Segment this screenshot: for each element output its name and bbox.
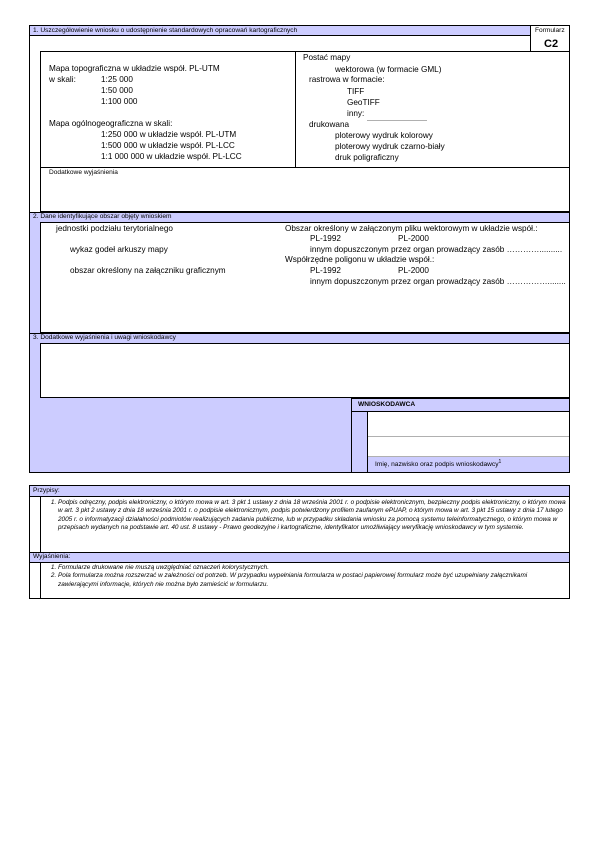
- area-territorial-units[interactable]: jednostki podziału terytorialnego: [56, 224, 173, 233]
- printed-poly[interactable]: druk poligraficzny: [335, 153, 399, 162]
- general-scale-1000000[interactable]: 1:1 000 000 w układzie współ. PL-LCC: [101, 152, 242, 161]
- wyjasnienia-header: Wyjaśnienia:: [33, 553, 71, 560]
- raster-other-field[interactable]: [367, 120, 427, 121]
- area-sheet-list[interactable]: wykaz godeł arkuszy mapy: [70, 245, 168, 254]
- format-vector[interactable]: wektorowa (w formacie GML): [335, 65, 442, 74]
- format-raster-label[interactable]: rastrowa w formacie:: [309, 75, 385, 84]
- printed-color[interactable]: ploterowy wydruk kolorowy: [335, 131, 433, 140]
- topo-scale-50000[interactable]: 1:50 000: [101, 86, 133, 95]
- topo-scale-label: w skali:: [49, 75, 76, 84]
- vector-pl2000[interactable]: PL-2000: [398, 234, 429, 243]
- polygon-other[interactable]: innym dopuszczonym przez organ prowadzący zasób ……………........: [310, 277, 566, 286]
- map-format-title: Postać mapy: [303, 53, 351, 62]
- general-scale-500000[interactable]: 1:500 000 w układzie współ. PL-LCC: [101, 141, 235, 150]
- applicant-left-margin: [352, 412, 367, 472]
- polygon-title[interactable]: Współrzędne poligonu w układzie współ.:: [285, 255, 435, 264]
- raster-other[interactable]: inny:: [347, 109, 365, 118]
- wyjasnienia-header-band: [30, 553, 569, 563]
- topo-map-title: Mapa topograficzna w układzie współ. PL-UTM: [49, 64, 220, 73]
- area-graphic-attachment[interactable]: obszar określony na załączniku graficznym: [70, 266, 226, 275]
- przypisy-header-band: [30, 486, 569, 497]
- section3-header: 3. Dodatkowe wyjaśnienia i uwagi wnioskodawcy: [33, 334, 176, 341]
- wyjasnienie-2: 2. Pola formularza można rozszerzać w zależności od potrzeb. W przypadku wypełniania formularza w postaci papierowej formularz może być uzupełniany załącznikami zawierającymi informacje, których nie można było zamieścić w formularzu.: [58, 572, 552, 589]
- section1-header: 1. Uszczegółowienie wniosku o udostępnienie standardowych opracowań kartograficznych: [33, 27, 298, 34]
- raster-geotiff[interactable]: GeoTIFF: [347, 98, 380, 107]
- vector-other[interactable]: innym dopuszczonym przez organ prowadzący zasób …………..........: [310, 245, 563, 254]
- applicant-signature-line[interactable]: [368, 436, 569, 437]
- wyjasnienie-1: 1. Formularze drukowane nie muszą uwzględniać oznaczeń kolorystycznych.: [58, 564, 552, 572]
- section3-input-area[interactable]: [40, 343, 570, 398]
- vector-area-title[interactable]: Obszar określony w załączonym pliku wektorowym w układzie współ.:: [285, 224, 538, 233]
- applicant-header: WNIOSKODAWCA: [358, 401, 416, 408]
- vector-pl1992[interactable]: PL-1992: [310, 234, 341, 243]
- topo-scale-100000[interactable]: 1:100 000: [101, 97, 138, 106]
- form-label: Formularz: [535, 27, 565, 34]
- wyjasnienia-list: [42, 564, 552, 589]
- general-map-title: Mapa ogólnogeograficzna w skali:: [49, 119, 173, 128]
- section2-header: 2. Dane identyfikujące obszar objęty wnioskiem: [33, 213, 172, 220]
- general-scale-250000[interactable]: 1:250 000 w układzie współ. PL-UTM: [101, 130, 237, 139]
- topo-scale-25000[interactable]: 1:25 000: [101, 75, 133, 84]
- extra-explanations-box[interactable]: [40, 167, 570, 212]
- format-printed-label[interactable]: drukowana: [309, 120, 350, 129]
- przypis-1: 1. Podpis odręczny, podpis elektroniczny, o którym mowa w art. 3 pkt 1 ustawy z dnia 18 września 2001 r. o podpisie elektronicznym, bezpieczny podpis elektroniczny, o którym mowa w art. 3 pkt 2 ustawy z dnia 18 września 2001 r. o podpisie elektronicznym, podpis potwierdzony profilem zaufanym ePUAP, o którym mowa w art. 3 pkt 15 ustawy z dnia 17 lutego 2005 r. o informatyzacji działalności podmiotów realizujących zadania publiczne, lub w przypadku składania wniosku za pomocą systemu teleinformatycznego, o którym mowa w przepisach wydanych na podstawie art. 40 ust. 8 ustawy - Prawo geodezyjne i kartograficzne, identyfikator umożliwiający weryfikację wnioskodawcy w tym systemie.: [58, 499, 567, 533]
- polygon-pl1992[interactable]: PL-1992: [310, 266, 341, 275]
- przypisy-list: [42, 499, 567, 533]
- form-code: C2: [544, 38, 559, 50]
- przypisy-header: Przypisy:: [33, 487, 60, 494]
- polygon-pl2000[interactable]: PL-2000: [398, 266, 429, 275]
- raster-tiff[interactable]: TIFF: [347, 87, 365, 96]
- extra-explanations-label: Dodatkowe wyjaśnienia: [49, 169, 118, 176]
- printed-bw[interactable]: ploterowy wydruk czarno-biały: [335, 142, 445, 151]
- applicant-caption: Imię, nazwisko oraz podpis wnioskodawcy$^1$: [375, 458, 502, 468]
